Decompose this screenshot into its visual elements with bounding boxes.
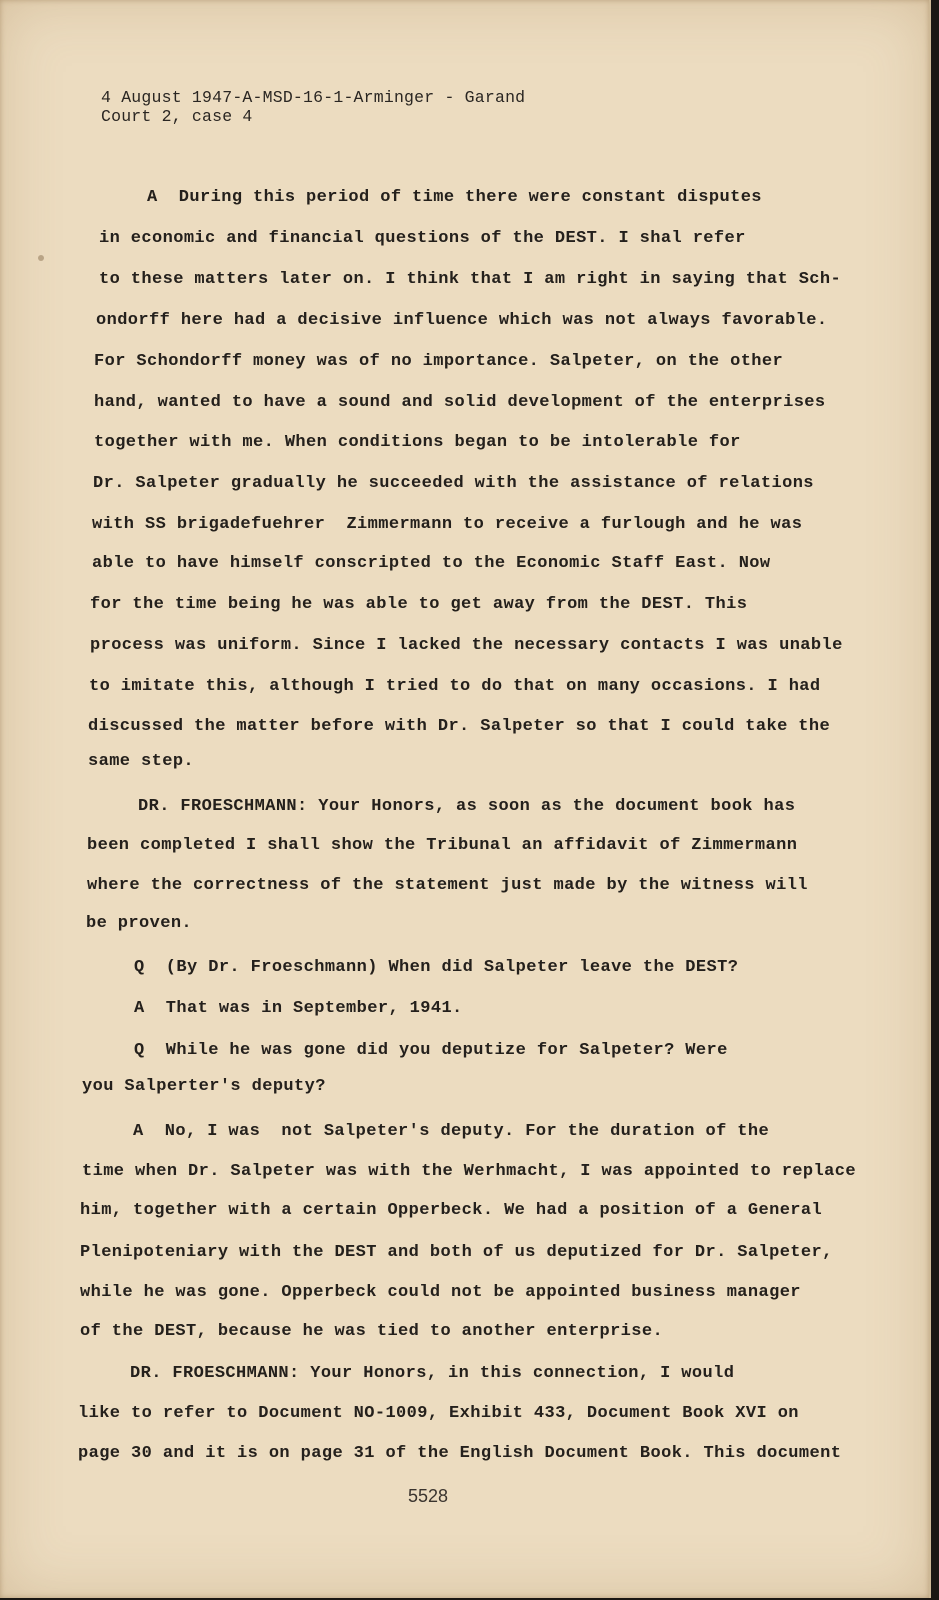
text-line: for the time being he was able to get away from the DEST. This <box>90 595 748 614</box>
document-header <box>101 88 525 126</box>
text-line: able to have himself conscripted to the Economic Staff East. Now <box>92 554 771 573</box>
text-line: Q (By Dr. Froeschmann) When did Salpeter leave the DEST? <box>134 958 739 977</box>
text-line: Dr. Salpeter gradually he succeeded with the assistance of relations <box>93 474 814 493</box>
text-line: A No, I was not Salpeter's deputy. For the duration of the <box>133 1122 770 1141</box>
text-line: page 30 and it is on page 31 of the English Document Book. This document <box>78 1444 842 1463</box>
text-line: together with me. When conditions began to be intolerable for <box>94 433 741 452</box>
page-number: 5528 <box>408 1486 449 1506</box>
text-line: A That was in September, 1941. <box>134 999 463 1018</box>
text-line: time when Dr. Salpeter was with the Werhmacht, I was appointed to replace <box>82 1162 856 1181</box>
text-line: process was uniform. Since I lacked the necessary contacts I was unable <box>90 636 843 655</box>
text-line: with SS brigadefuehrer Zimmermann to receive a furlough and he was <box>92 515 803 534</box>
text-line: DR. FROESCHMANN: Your Honors, in this connection, I would <box>130 1364 735 1383</box>
header-line-1: 4 August 1947-A-MSD-16-1-Arminger - Garand <box>101 88 526 107</box>
text-line: A During this period of time there were constant disputes <box>147 188 762 207</box>
punch-mark <box>38 255 44 261</box>
text-line: in economic and financial questions of the DEST. I shal refer <box>99 229 746 248</box>
text-line: be proven. <box>86 914 193 933</box>
text-line: to these matters later on. I think that I am right in saying that Sch- <box>99 270 842 289</box>
header-line-2: Court 2, case 4 <box>101 107 253 126</box>
text-line: of the DEST, because he was tied to another enterprise. <box>80 1322 664 1341</box>
text-line: Q While he was gone did you deputize for Salpeter? Were <box>134 1041 728 1060</box>
text-line: DR. FROESCHMANN: Your Honors, as soon as the document book has <box>138 797 796 816</box>
text-line: you Salperter's deputy? <box>82 1077 326 1096</box>
text-line: while he was gone. Opperbeck could not be appointed business manager <box>80 1283 801 1302</box>
text-line: like to refer to Document NO-1009, Exhibit 433, Document Book XVI on <box>78 1404 799 1423</box>
text-line: discussed the matter before with Dr. Salpeter so that I could take the <box>88 717 831 736</box>
text-line: Plenipoteniary with the DEST and both of us deputized for Dr. Salpeter, <box>80 1243 833 1262</box>
text-line: him, together with a certain Opperbeck. We had a position of a General <box>80 1201 823 1220</box>
text-line: to imitate this, although I tried to do that on many occasions. I had <box>89 677 821 696</box>
text-line: ondorff here had a decisive influence which was not always favorable. <box>96 311 828 330</box>
text-line: For Schondorff money was of no importance. Salpeter, on the other <box>94 352 784 371</box>
text-line: been completed I shall show the Tribunal an affidavit of Zimmermann <box>87 836 798 855</box>
text-line: where the correctness of the statement just made by the witness will <box>87 876 808 895</box>
text-line: hand, wanted to have a sound and solid development of the enterprises <box>94 393 826 412</box>
text-line: same step. <box>88 752 195 771</box>
